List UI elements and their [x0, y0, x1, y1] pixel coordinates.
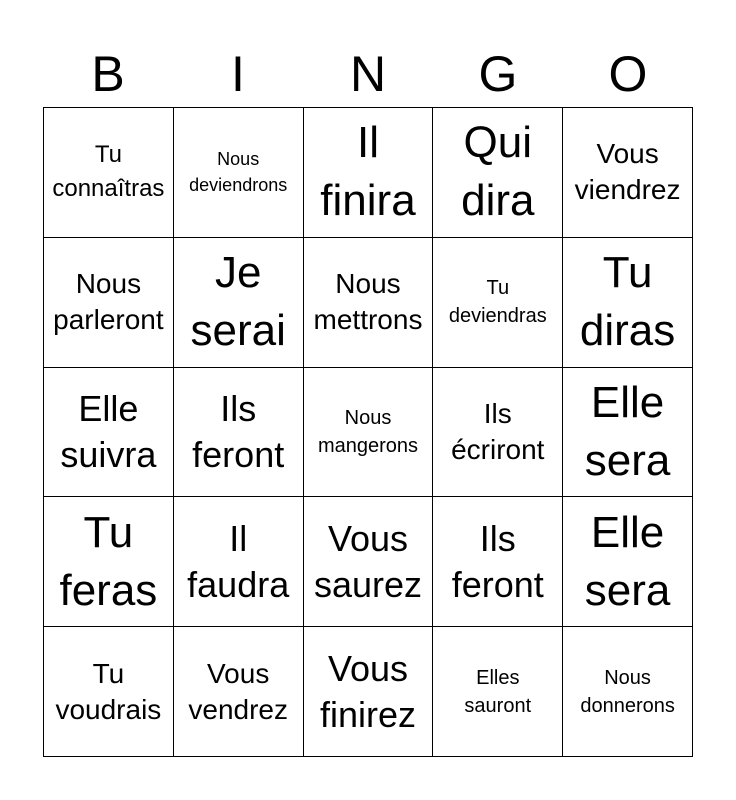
bingo-cell[interactable] [174, 497, 304, 627]
cell-text: Tu diras [579, 248, 676, 356]
bingo-cell[interactable] [44, 238, 174, 368]
bingo-cell[interactable] [304, 108, 434, 238]
header-letter-i: I [231, 46, 245, 102]
bingo-cell[interactable] [174, 238, 304, 368]
cell-text: Tu deviendras [448, 277, 547, 328]
bingo-cell[interactable] [304, 627, 434, 757]
cell-text: Tu feras [59, 507, 158, 615]
cell-text: Ils feront [192, 387, 285, 475]
bingo-cell[interactable] [433, 108, 563, 238]
header-letter-b: B [91, 46, 125, 102]
header-letter-g: G [478, 46, 518, 102]
cell-text: Tu connaîtras [52, 141, 165, 203]
header-letter-o: O [608, 46, 648, 102]
bingo-cell[interactable] [44, 627, 174, 757]
bingo-header [43, 40, 693, 108]
bingo-cell[interactable] [563, 108, 693, 238]
cell-text: Elle suivra [60, 387, 157, 475]
cell-text: Nous mettrons [313, 268, 423, 336]
bingo-cell[interactable] [563, 368, 693, 498]
bingo-cell[interactable] [433, 368, 563, 498]
bingo-cell[interactable] [433, 238, 563, 368]
cell-text: Tu voudrais [55, 657, 162, 725]
cell-text: Il faudra [187, 517, 290, 605]
bingo-cell[interactable] [44, 368, 174, 498]
bingo-cell[interactable] [304, 497, 434, 627]
cell-text: Vous vendrez [188, 657, 288, 725]
cell-text: Il finira [320, 118, 416, 226]
cell-text: Qui dira [461, 118, 535, 226]
cell-text: Ils écriront [451, 397, 545, 465]
bingo-cell[interactable] [433, 497, 563, 627]
bingo-cell[interactable] [304, 368, 434, 498]
header-letter-n: N [349, 46, 387, 102]
cell-text: Elle sera [584, 507, 671, 615]
bingo-cell[interactable] [563, 238, 693, 368]
cell-text: Nous mangerons [317, 406, 419, 457]
bingo-cell[interactable] [44, 497, 174, 627]
cell-text: Nous deviendrons [189, 149, 288, 196]
cell-text: Nous parleront [53, 268, 164, 336]
cell-text: Je serai [190, 248, 286, 356]
bingo-grid [43, 107, 693, 757]
cell-text: Ils feront [451, 517, 544, 605]
cell-text: Vous finirez [319, 647, 416, 735]
bingo-cell[interactable] [174, 108, 304, 238]
bingo-cell[interactable] [174, 368, 304, 498]
bingo-cell[interactable] [563, 627, 693, 757]
cell-text: Vous viendrez [574, 138, 681, 206]
bingo-cell[interactable] [174, 627, 304, 757]
cell-text: Elle sera [584, 377, 671, 485]
cell-text: Elles sauront [464, 666, 532, 717]
bingo-cell[interactable] [44, 108, 174, 238]
cell-text: Nous donnerons [580, 666, 675, 717]
bingo-cell[interactable] [433, 627, 563, 757]
bingo-cell[interactable] [304, 238, 434, 368]
bingo-cell[interactable] [563, 497, 693, 627]
cell-text: Vous saurez [313, 517, 423, 605]
